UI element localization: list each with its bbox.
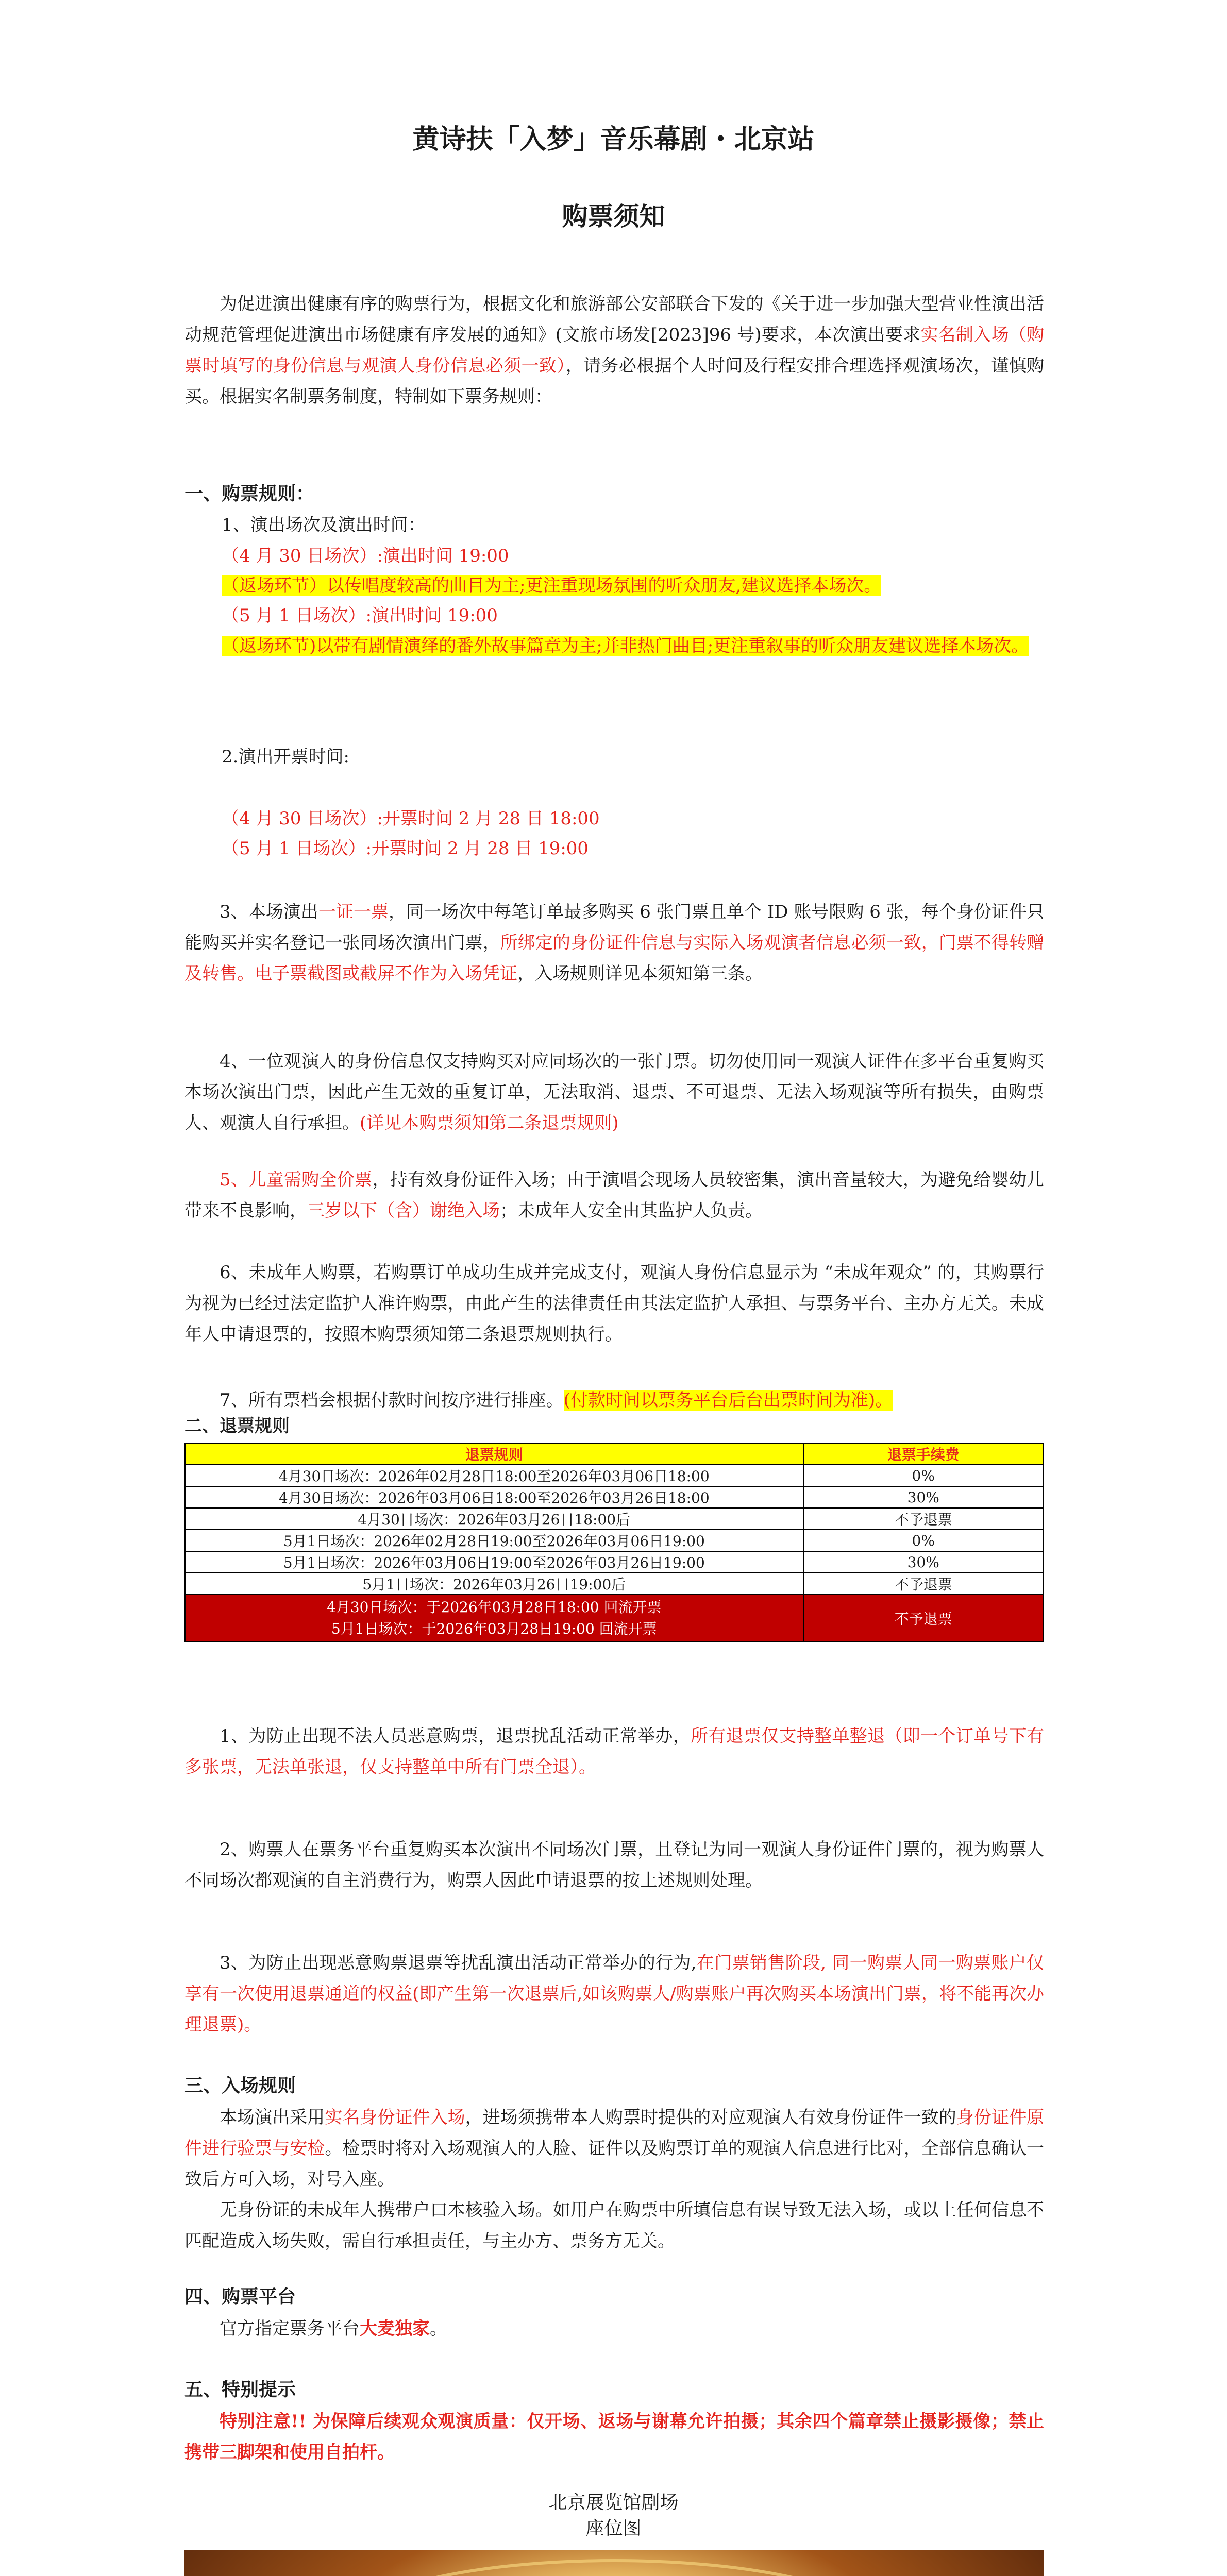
section-heading-rules: 一、购票规则： <box>184 483 315 504</box>
session-1-time: （4 月 30 日场次）:演出时间 19:00 <box>222 546 509 566</box>
open-time-1: （4 月 30 日场次）:开票时间 2 月 28 日 18:00 <box>222 808 600 829</box>
theatre-photo <box>184 2550 1044 2576</box>
table-row: 5月1日场次：2026年03月06日19:00至2026年03月26日19:00 30% <box>185 1551 1044 1573</box>
table-row: 4月30日场次：2026年03月26日18:00后 不予退票 <box>185 1508 1044 1530</box>
rule-2-label: 2.演出开票时间: <box>222 747 349 767</box>
table-row: 4月30日场次：2026年03月06日18:00至2026年03月26日18:00 30% <box>185 1486 1044 1508</box>
session-2-time: （5 月 1 日场次）:演出时间 19:00 <box>222 605 498 626</box>
section-heading-entry: 三、入场规则 <box>184 2075 296 2096</box>
rule-4: 4、一位观演人的身份信息仅支持购买对应同场次的一张门票。切勿使用同一观演人证件在多平台重复购买本场次演出门票，因此产生无效的重复订单，无法取消、退票、不可退票、无法入场观演等所有损失，由购票人、观演人自行承担。(详见本购票须知第二条退票规则) <box>184 1051 1044 1133</box>
open-time-2: （5 月 1 日场次）:开票时间 2 月 28 日 19:00 <box>222 838 589 859</box>
page-title: 黄诗扶「入梦」音乐幕剧・北京站 <box>412 124 815 155</box>
note-2: 2、购票人在票务平台重复购买本次演出不同场次门票，且登记为同一观演人身份证件门票的，视为购票人不同场次都观演的自主消费行为，购票人因此申请退票的按上述规则处理。 <box>184 1839 1044 1891</box>
intro-text: 为促进演出健康有序的购票行为，根据文化和旅游部公安部联合下发的《关于进一步加强大型营业性演出活动规范管理促进演出市场健康有序发展的通知》(文旅市场发[2023]96 号)要求，本次演出要求 <box>184 294 1044 345</box>
section-heading-tips: 五、特别提示 <box>184 2379 296 2400</box>
col-rule: 退票规则 <box>185 1443 803 1465</box>
refund-table-header <box>185 1443 1044 1465</box>
table-row-final: 4月30日场次：于2026年03月28日18:00 回流开票 5月1日场次：于2026年03月28日19:00 回流开票 不予退票 <box>185 1595 1044 1642</box>
rule-1-label: 1、演出场次及演出时间： <box>222 515 426 535</box>
session-2-desc: （返场环节)以带有剧情演绎的番外故事篇章为主;并非热门曲目;更注重叙事的听众朋友建议选择本场次。 <box>222 636 1029 656</box>
table-row: 4月30日场次：2026年02月28日18:00至2026年03月06日18:00 0% <box>185 1465 1044 1486</box>
seat-map-caption: 座位图 <box>585 2518 642 2539</box>
session-1-desc: （返场环节）以传唱度较高的曲目为主;更注重现场氛围的听众朋友,建议选择本场次。 <box>222 575 882 596</box>
table-row: 5月1日场次：2026年02月28日19:00至2026年03月06日19:00 0% <box>185 1530 1044 1551</box>
note-3: 3、为防止出现恶意购票退票等扰乱演出活动正常举办的行为,在门票销售阶段, 同一购票人同一购票账户仅享有一次使用退票通道的权益(即产生第一次退票后,如该购票人/购票账户再次购买本场演出门票，将不能再次办理退票)。 <box>184 1953 1044 2035</box>
theatre-photo-image <box>184 2550 1044 2576</box>
rule-3: 3、本场演出一证一票，同一场次中每笔订单最多购买 6 张门票且单个 ID 账号限购 6 张，每个身份证件只能购买并实名登记一张同场次演出门票，所绑定的身份证件信息与实际入场观演者信息必须一致，门票不得转赠及转售。电子票截图或截屏不作为入场凭证，入场规则详见本须知第三条。 <box>184 902 1044 984</box>
rule-6: 6、未成年人购票，若购票订单成功生成并完成支付，观演人身份信息显示为 “未成年观众” 的，其购票行为视为已经过法定监护人准许购票，由此产生的法律责任由其法定监护人承担、与票务平台、主办方无关。未成年人申请退票的，按照本购票须知第二条退票规则执行。 <box>184 1262 1044 1345</box>
intro-end-text: ，请务必根据个人时间及行程安排合理选择观演场次，谨慎购买。根据实名制票务制度，特制如下票务规则： <box>184 355 1045 407</box>
refund-table <box>184 1443 1044 1642</box>
table-row: 5月1日场次：2026年03月26日19:00后 不予退票 <box>185 1573 1044 1595</box>
intro-red-text: 实名制入场（购票时填写的身份信息与观演人身份信息必须一致） <box>184 325 1045 376</box>
platform-text: 官方指定票务平台大麦独家。 <box>220 2318 447 2339</box>
note-1: 1、为防止出现不法人员恶意购票，退票扰乱活动正常举办，所有退票仅支持整单整退（即一个订单号下有多张票，无法单张退，仅支持整单中所有门票全退）。 <box>184 1726 1044 1777</box>
entry-paragraph-1: 本场演出采用实名身份证件入场，进场须携带本人购票时提供的对应观演人有效身份证件一致的身份证件原件进行验票与安检。检票时将对入场观演人的人脸、证件以及购票订单的观演人信息进行比对，全部信息确认一致后方可入场，对号入座。 <box>184 2107 1045 2190</box>
section-heading-refund: 二、退票规则 <box>184 1416 290 1436</box>
intro-paragraph <box>184 289 1044 412</box>
entry-paragraph-2: 无身份证的未成年人携带户口本核验入场。如用户在购票中所填信息有误导致无法入场，或以上任何信息不匹配造成入场失败，需自行承担责任，与主办方、票务方无关。 <box>184 2200 1044 2251</box>
venue-caption: 北京展览馆剧场 <box>548 2492 679 2513</box>
rule-5: 5、儿童需购全价票，持有效身份证件入场；由于演唱会现场人员较密集，演出音量较大，为避免给婴幼儿带来不良影响，三岁以下（含）谢绝入场；未成年人安全由其监护人负责。 <box>184 1170 1045 1221</box>
rule-7: 7、所有票档会根据付款时间按序进行排座。(付款时间以票务平台后台出票时间为准)。 <box>220 1390 893 1411</box>
section-heading-platform: 四、购票平台 <box>184 2286 296 2308</box>
tips-text: 特别注意!! 为保障后续观众观演质量：仅开场、返场与谢幕允许拍摄；其余四个篇章禁止摄影摄像；禁止携带三脚架和使用自拍杆。 <box>184 2411 1044 2463</box>
page-subtitle: 购票须知 <box>562 201 665 231</box>
col-fee: 退票手续费 <box>803 1443 1044 1465</box>
